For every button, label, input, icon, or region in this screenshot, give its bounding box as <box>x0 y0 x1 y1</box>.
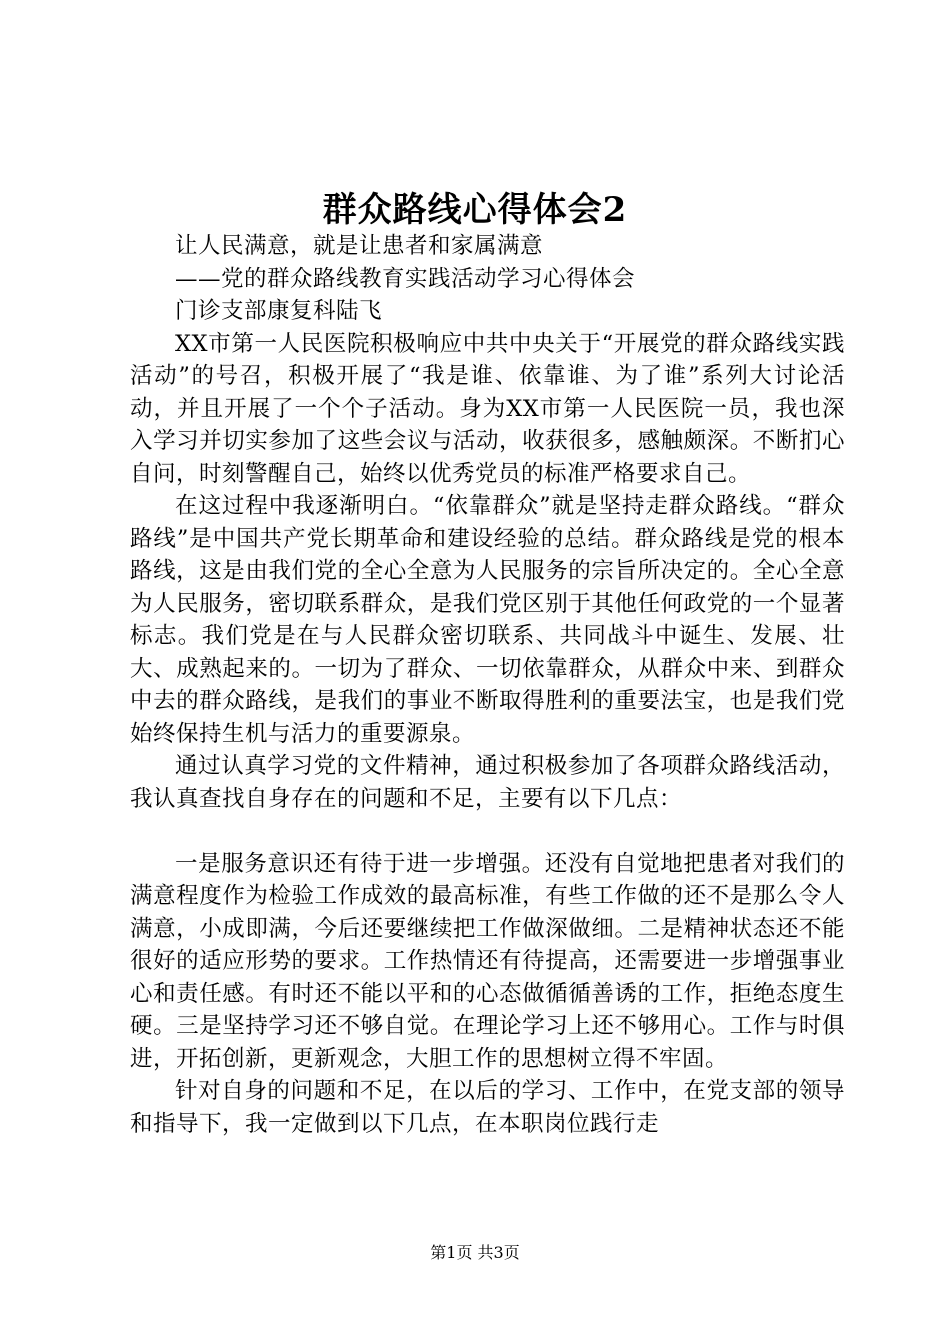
body-paragraph: XX市第一人民医院积极响应中共中央关于“开展党的群众路线实践活动”的号召，积极开展了“我是谁、依靠谁、为了谁”系列大讨论活动，并且开展了一个个子活动。身为XX市第一人民医院一员，我也深入学习并切实参加了这些会议与活动，收获很多，感触颇深。不断扪心自问，时刻警醒自己，始终以优秀党员的标准严格要求自己。 <box>130 330 845 487</box>
body-paragraph: 通过认真学习党的文件精神，通过积极参加了各项群众路线活动，我认真查找自身存在的问题和不足，主要有以下几点： <box>130 753 845 812</box>
author-line: 门诊支部康复科陆飞 <box>175 298 383 324</box>
document-body <box>130 230 845 1140</box>
subtitle-line: ——党的群众路线教育实践活动学习心得体会 <box>175 265 636 292</box>
body-paragraph: 针对自身的问题和不足，在以后的学习、工作中，在党支部的领导和指导下，我一定做到以下几点，在本职岗位践行走 <box>130 1078 845 1137</box>
subtitle-line: 让人民满意，就是让患者和家属满意 <box>175 233 544 259</box>
body-paragraph: 一是服务意识还有待于进一步增强。还没有自觉地把患者对我们的满意程度作为检验工作成效的最高标准，有些工作做的还不是那么令人满意，小成即满，今后还要继续把工作做深做细。二是精神状态还不能很好的适应形势的要求。工作热情还有待提高，还需要进一步增强事业心和责任感。有时还不能以平和的心态做循循善诱的工作，拒绝态度生硬。三是坚持学习还不够自觉。在理论学习上还不够用心。工作与时俱进，开拓创新，更新观念，大胆工作的思想树立得不牢固。 <box>130 850 845 1072</box>
paragraph-spacer <box>130 815 845 848</box>
document-title: 群众路线心得体会2 <box>322 190 628 230</box>
page-number-footer: 第1页 共3页 <box>430 1243 520 1262</box>
body-paragraph: 在这过程中我逐渐明白。“依靠群众”就是坚持走群众路线。“群众路线”是中国共产党长期革命和建设经验的总结。群众路线是党的根本路线，这是由我们党的全心全意为人民服务的宗旨所决定的。全心全意为人民服务，密切联系群众，是我们党区别于其他任何政党的一个显著标志。我们党是在与人民群众密切联系、共同战斗中诞生、发展、壮大、成熟起来的。一切为了群众、一切依靠群众，从群众中来、到群众中去的群众路线，是我们的事业不断取得胜利的重要法宝，也是我们党始终保持生机与活力的重要源泉。 <box>130 493 845 747</box>
